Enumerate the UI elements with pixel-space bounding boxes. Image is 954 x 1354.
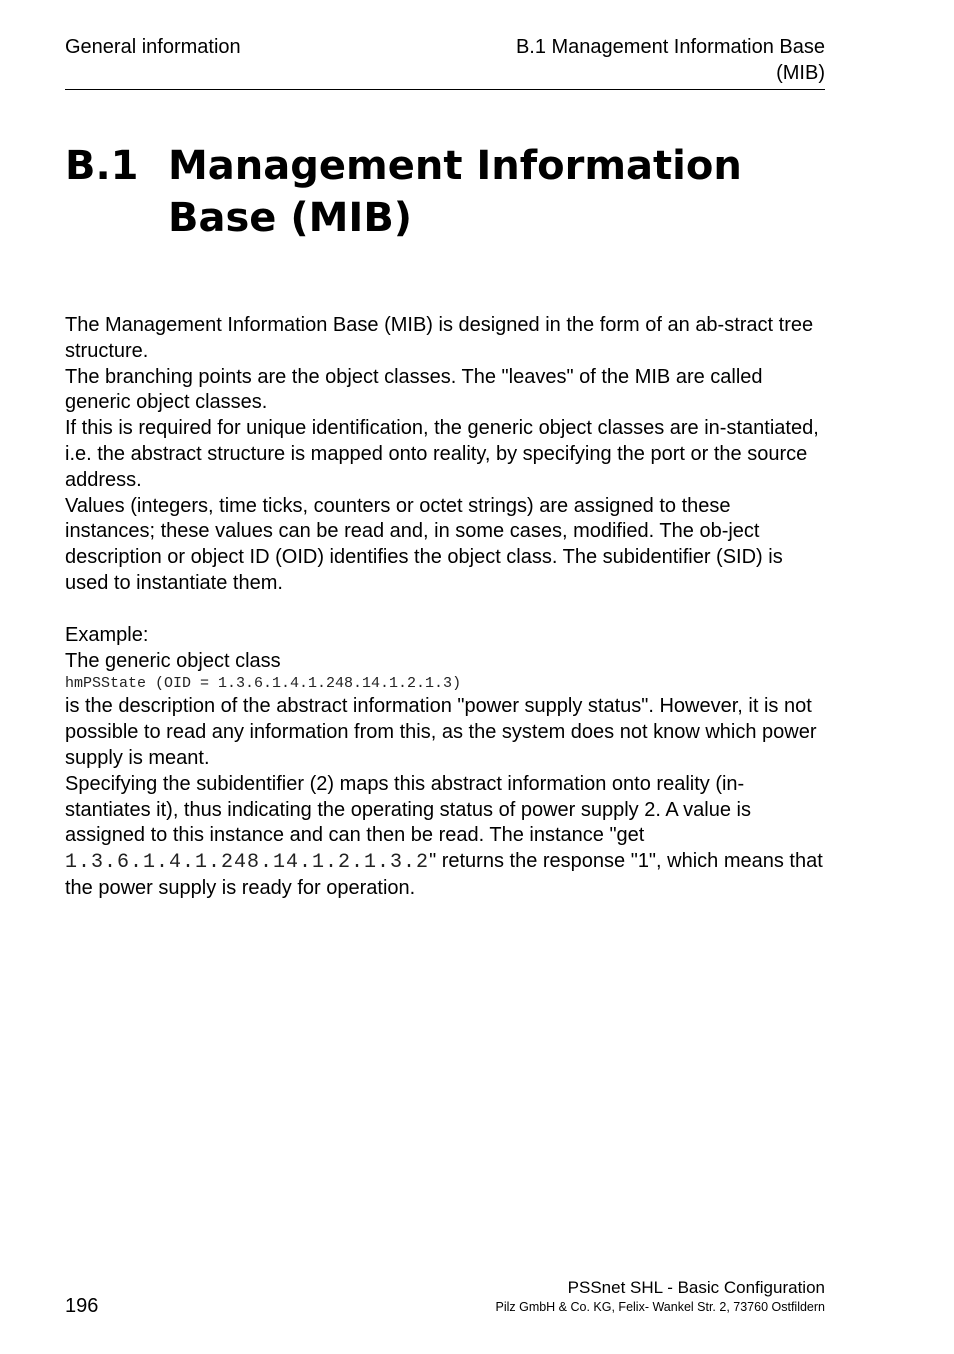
header-divider xyxy=(65,89,825,90)
footer-company-address: Pilz GmbH & Co. KG, Felix- Wankel Str. 2, 73760 Ostfildern xyxy=(495,1300,825,1314)
section-number: B.1 xyxy=(65,143,139,189)
paragraph-values: Values (integers, time ticks, counters or octet strings) are assigned to these instances; these values can be read and, in some cases, modified. The ob-ject description or object ID (OID) identifies the object class. The subidentifier (SID) is used to instantiate them. xyxy=(65,494,783,594)
example-code: hmPSState (OID = 1.3.6.1.4.1.248.14.1.2.1.3) xyxy=(65,675,462,693)
running-header-section: General information xyxy=(65,36,241,58)
instance-oid-code: 1.3.6.1.4.1.248.14.1.2.1.3.2 xyxy=(65,851,430,875)
footer-document-title: PSSnet SHL - Basic Configuration xyxy=(567,1278,825,1297)
running-header-chapter xyxy=(516,34,825,86)
paragraph-subidentifier xyxy=(65,772,825,902)
running-header-chapter-line1: B.1 Management Information Base xyxy=(515,36,825,58)
footer-info xyxy=(495,1277,825,1315)
paragraph-branching: The branching points are the object classes. The "leaves" of the MIB are called generic object classes. xyxy=(65,365,763,414)
example-label: Example: xyxy=(65,623,149,646)
body-text xyxy=(65,313,825,902)
paragraph-description: is the description of the abstract information "power supply status". However, it is not possible to read any information from this, as the system does not know which power supply is meant. xyxy=(65,695,817,769)
page-number: 196 xyxy=(65,1295,99,1317)
example-intro: The generic object class xyxy=(65,649,281,672)
paragraph-mib-intro: The Management Information Base (MIB) is designed in the form of an ab-stract tree structure. xyxy=(65,314,814,362)
subidentifier-text-end: " returns the response "1", which means that the power supply is ready for operation. xyxy=(65,850,823,899)
running-header-chapter-line2: (MIB) xyxy=(776,62,825,84)
paragraph-instantiation: If this is required for unique identification, the generic object classes are in-stantiated, i.e. the abstract structure is mapped onto reality, by specifying the port or the source address. xyxy=(65,417,819,491)
section-heading: Management Information Base (MIB) xyxy=(168,143,742,241)
subidentifier-text-start: Specifying the subidentifier (2) maps this abstract information onto reality (in-stantiates it), thus indicating the operating status of power supply 2. A value is assigned to this instance and can then be read. The instance "get xyxy=(65,772,751,847)
